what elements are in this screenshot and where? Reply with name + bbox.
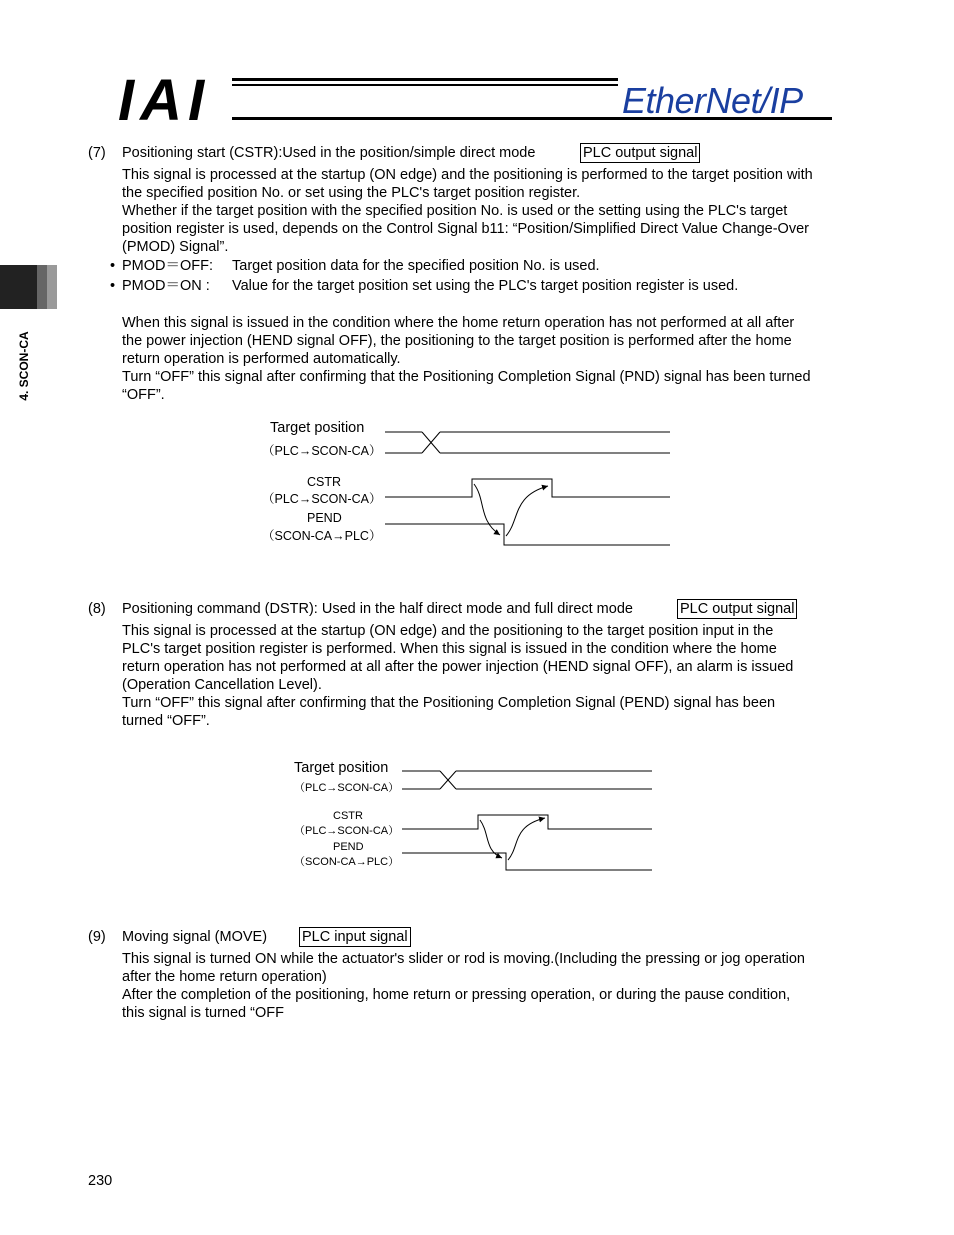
- section7-para-line: the specified position No. or set using the PLC's target position register.: [122, 185, 581, 201]
- section8-para-line: This signal is processed at the startup (ON edge) and the positioning to the target position input in the: [122, 623, 774, 639]
- diagram2-target-waveform: [402, 771, 652, 789]
- diagram2-pend-dir: （SCON-CA→PLC）: [294, 856, 400, 868]
- iai-logo: IAI: [118, 68, 211, 133]
- chapter-label: 4. SCON-CA: [17, 331, 31, 401]
- section9-title: Moving signal (MOVE): [122, 929, 268, 945]
- diagram2-arrow-pend-to-cstr: [508, 818, 545, 860]
- section7-para2-line: When this signal is issued in the condition where the home return operation has not performed at all after: [122, 315, 795, 331]
- diagram1-pend-dir: （SCON-CA→PLC）: [262, 529, 382, 543]
- section7-para2-line: the power injection (HEND signal OFF), the positioning to the target position is performed after the home: [122, 333, 792, 349]
- page-number: 230: [88, 1173, 113, 1189]
- diagram2-cstr-label: CSTR: [333, 810, 363, 822]
- diagram1-cstr-label: CSTR: [307, 475, 342, 489]
- diagram1-pend-label: PEND: [307, 511, 342, 525]
- diagram2-arrow-cstr-to-pend: [480, 820, 502, 858]
- diagram2-pend-waveform: [402, 853, 652, 870]
- section7-para-line: Whether if the target position with the specified position No. is used or the setting using the PLC's target: [122, 203, 788, 219]
- diagram2-target-label: Target position: [294, 760, 389, 776]
- section7-para-line: position register is used, depends on the Control Signal b11: “Position/Simplified Direct Value Change-Over: [122, 221, 809, 237]
- section7-para-line: (PMOD) Signal”.: [122, 239, 229, 255]
- section7-para2-line: “OFF”.: [122, 387, 165, 403]
- section7-bullet-text: Value for the target position set using the PLC's target position register is used.: [232, 278, 739, 294]
- section7-title: Positioning start (CSTR):Used in the position/simple direct mode: [122, 145, 536, 161]
- diagram2-cstr-dir: （PLC→SCON-CA）: [294, 825, 400, 837]
- section8-para-line: turned “OFF”.: [122, 713, 210, 729]
- diagram1-target-label: Target position: [270, 420, 365, 436]
- section8-title: Positioning command (DSTR): Used in the half direct mode and full direct mode: [122, 601, 633, 617]
- section7-bullet-text: Target position data for the specified position No. is used.: [232, 258, 600, 274]
- bullet-icon: •: [110, 278, 116, 294]
- section9-para-line: after the home return operation): [122, 969, 327, 985]
- diagram1-cstr-dir: （PLC→SCON-CA）: [262, 492, 382, 506]
- ethernet-ip-logo: EtherNet/IP: [622, 80, 803, 121]
- section7-para-line: This signal is processed at the startup (ON edge) and the positioning is performed to the target position with: [122, 167, 813, 183]
- bullet-icon: •: [110, 258, 116, 274]
- section8-number: (8): [88, 601, 106, 617]
- section9-para-line: this signal is turned “OFF: [122, 1005, 284, 1021]
- section7-para2-line: return operation is performed automatically.: [122, 351, 401, 367]
- section8-para-line: Turn “OFF” this signal after confirming that the Positioning Completion Signal (PEND) signal has been: [122, 695, 776, 711]
- diagram2-cstr-waveform: [402, 815, 652, 829]
- diagram1-target-dir: （PLC→SCON-CA）: [262, 444, 382, 458]
- section7-bullet-label: PMOD＝ON :: [122, 278, 210, 294]
- section7-bullet-label: PMOD＝OFF:: [122, 258, 214, 274]
- diagram2-target-dir: （PLC→SCON-CA）: [294, 782, 400, 794]
- diagram2-pend-label: PEND: [333, 841, 364, 853]
- section8-para-line: return operation has not performed at all after the power injection (HEND signal OFF), an alarm is issued: [122, 659, 794, 675]
- section9-number: (9): [88, 929, 106, 945]
- section7-number: (7): [88, 145, 106, 161]
- section8-para-line: (Operation Cancellation Level).: [122, 677, 322, 693]
- section7-para2-line: Turn “OFF” this signal after confirming that the Positioning Completion Signal (PND) signal has been turned: [122, 369, 811, 385]
- section8-para-line: PLC's target position register is performed. When this signal is issued in the condition where the home: [122, 641, 777, 657]
- section9-badge: PLC input signal: [299, 927, 411, 947]
- section9-para-line: This signal is turned ON while the actuator's slider or rod is moving.(Including the pressing or jog operation: [122, 951, 805, 967]
- section7-badge: PLC output signal: [580, 143, 700, 163]
- section9-para-line: After the completion of the positioning, home return or pressing operation, or during the pause condition,: [122, 987, 791, 1003]
- section8-badge: PLC output signal: [677, 599, 797, 619]
